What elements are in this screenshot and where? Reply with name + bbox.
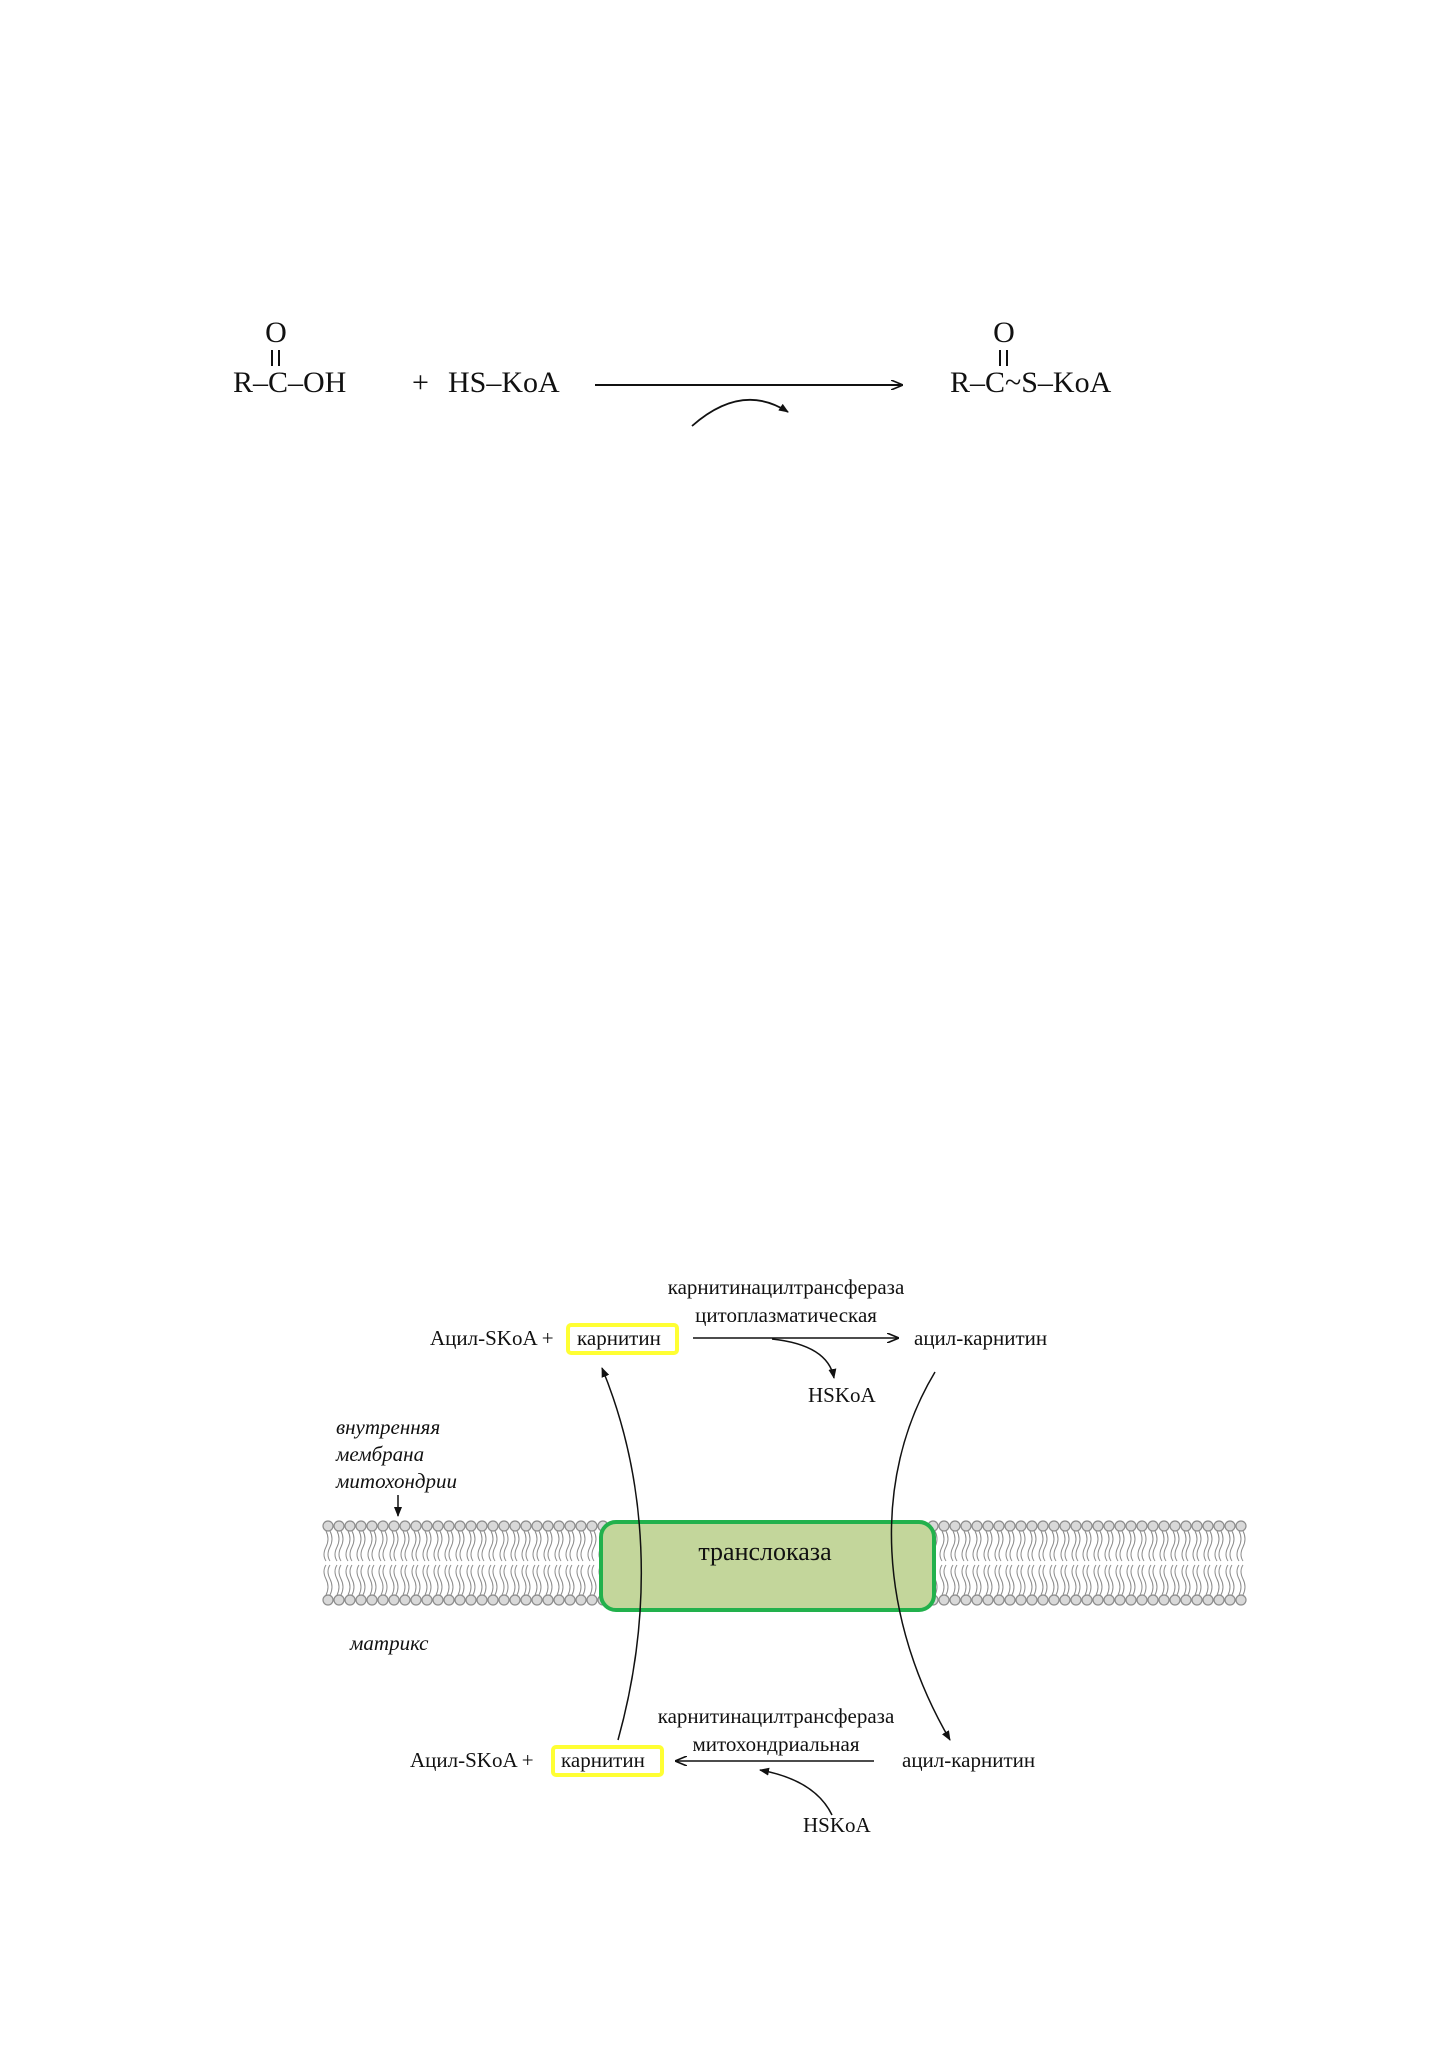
lipid-head [1093, 1595, 1103, 1605]
top-hskoa-arrow [772, 1339, 834, 1378]
lipid-head [576, 1521, 586, 1531]
lipid-head [1060, 1521, 1070, 1531]
lipid-tail [423, 1531, 431, 1595]
lipid-tail [1017, 1531, 1025, 1595]
lipid-head [1104, 1521, 1114, 1531]
lipid-head [543, 1595, 553, 1605]
lipid-head [1181, 1595, 1191, 1605]
matrix-label: матрикс [350, 1631, 429, 1655]
lipid-head [1115, 1521, 1125, 1531]
top-carnitine: карнитин [577, 1326, 661, 1350]
membrane-label-1: внутренняя [336, 1415, 441, 1439]
lipid-tail [412, 1531, 420, 1595]
lipid-head [477, 1521, 487, 1531]
lipid-head [356, 1595, 366, 1605]
lipid-head [1203, 1595, 1213, 1605]
lipid-tail [973, 1531, 981, 1595]
lipid-tail [951, 1531, 959, 1595]
lipid-tail [467, 1531, 475, 1595]
lipid-head [1082, 1521, 1092, 1531]
lipid-head [994, 1521, 1004, 1531]
lipid-head [983, 1595, 993, 1605]
lipid-tail [1061, 1531, 1069, 1595]
lipid-tail [1193, 1531, 1201, 1595]
lipid-head [367, 1521, 377, 1531]
lipid-head [1126, 1595, 1136, 1605]
top-hskoa: HSKoA [808, 1383, 876, 1407]
lipid-tail [500, 1531, 508, 1595]
lipid-head [939, 1595, 949, 1605]
lipid-head [1225, 1521, 1235, 1531]
lipid-head [488, 1521, 498, 1531]
top-acyl-coa: Ацил-SKoA + [430, 1326, 554, 1350]
lipid-head [323, 1595, 333, 1605]
lipid-head [444, 1521, 454, 1531]
lipid-head [323, 1521, 333, 1531]
lipid-head [1016, 1521, 1026, 1531]
lipid-head [334, 1521, 344, 1531]
lipid-head [1104, 1595, 1114, 1605]
lipid-head [1203, 1521, 1213, 1531]
lipid-tail [533, 1531, 541, 1595]
bottom-hskoa-arrow [760, 1770, 832, 1815]
lipid-head [521, 1521, 531, 1531]
top-enzyme-line1: карнитинацилтрансфераза [667, 1275, 905, 1299]
top-enzyme-line2: цитоплазматическая [695, 1303, 877, 1327]
lipid-head [1148, 1595, 1158, 1605]
lipid-head [961, 1521, 971, 1531]
lipid-tail [1160, 1531, 1168, 1595]
lipid-head [1071, 1595, 1081, 1605]
lipid-head [1093, 1521, 1103, 1531]
lipid-head [972, 1521, 982, 1531]
lipid-tail [456, 1531, 464, 1595]
lipid-head [389, 1595, 399, 1605]
lipid-head [433, 1595, 443, 1605]
lipid-head [521, 1595, 531, 1605]
lipid-tail [445, 1531, 453, 1595]
lipid-head [1126, 1521, 1136, 1531]
lipid-tail [1171, 1531, 1179, 1595]
lipid-head [1214, 1595, 1224, 1605]
lipid-head [565, 1521, 575, 1531]
bottom-acyl-carnitine: ацил-карнитин [902, 1748, 1036, 1772]
lipid-head [433, 1521, 443, 1531]
lipid-head [466, 1521, 476, 1531]
lipid-head [1038, 1521, 1048, 1531]
lipid-head [532, 1595, 542, 1605]
lipid-head [1192, 1595, 1202, 1605]
lipid-tail [1138, 1531, 1146, 1595]
coa-formula: HS–KoA [448, 366, 560, 399]
lipid-tail [489, 1531, 497, 1595]
membrane-label-3: митохондрии [336, 1469, 457, 1493]
lipid-head [455, 1595, 465, 1605]
lipid-head [510, 1595, 520, 1605]
lipid-head [499, 1595, 509, 1605]
lipid-tail [1182, 1531, 1190, 1595]
lipid-tail [1149, 1531, 1157, 1595]
lipid-head [499, 1521, 509, 1531]
plus-sign: + [412, 366, 429, 399]
lipid-head [1236, 1521, 1246, 1531]
lipid-head [400, 1521, 410, 1531]
lipid-head [1148, 1521, 1158, 1531]
lipid-head [378, 1595, 388, 1605]
lipid-head [961, 1595, 971, 1605]
lipid-head [554, 1595, 564, 1605]
lipid-head [477, 1595, 487, 1605]
lipid-head [1027, 1595, 1037, 1605]
lipid-tail [357, 1531, 365, 1595]
lipid-tail [379, 1531, 387, 1595]
lipid-head [939, 1521, 949, 1531]
translocase-box [601, 1522, 934, 1610]
lipid-tail [1105, 1531, 1113, 1595]
lipid-tail [1094, 1531, 1102, 1595]
lipid-head [565, 1595, 575, 1605]
membrane-label-2: мембрана [336, 1442, 425, 1466]
acid-oxygen: O [265, 316, 287, 349]
lipid-head [1115, 1595, 1125, 1605]
side-arrow [692, 400, 788, 426]
lipid-head [389, 1521, 399, 1531]
lipid-head [411, 1595, 421, 1605]
lipid-tail [390, 1531, 398, 1595]
lipid-tail [962, 1531, 970, 1595]
lipid-head [1049, 1521, 1059, 1531]
lipid-tail [1039, 1531, 1047, 1595]
lipid-head [576, 1595, 586, 1605]
lipid-head [400, 1595, 410, 1605]
lipid-tail [1215, 1531, 1223, 1595]
lipid-tail [555, 1531, 563, 1595]
lipid-tail [1028, 1531, 1036, 1595]
lipid-head [1236, 1595, 1246, 1605]
lipid-tail [1226, 1531, 1234, 1595]
lipid-tail [434, 1531, 442, 1595]
lipid-head [554, 1521, 564, 1531]
bottom-carnitine: карнитин [561, 1748, 645, 1772]
lipid-head [1005, 1521, 1015, 1531]
lipid-head [422, 1595, 432, 1605]
lipid-head [488, 1595, 498, 1605]
lipid-head [1137, 1521, 1147, 1531]
lipid-tail [511, 1531, 519, 1595]
top-acyl-carnitine: ацил-карнитин [914, 1326, 1048, 1350]
lipid-head [455, 1521, 465, 1531]
lipid-tail [588, 1531, 596, 1595]
lipid-head [983, 1521, 993, 1531]
lipid-head [950, 1595, 960, 1605]
lipid-head [510, 1521, 520, 1531]
lipid-tail [368, 1531, 376, 1595]
lipid-head [345, 1521, 355, 1531]
lipid-tail [1127, 1531, 1135, 1595]
lipid-head [587, 1595, 597, 1605]
lipid-head [1225, 1595, 1235, 1605]
lipid-head [1038, 1595, 1048, 1605]
lipid-head [1170, 1521, 1180, 1531]
lipid-head [1181, 1521, 1191, 1531]
activation-reaction [233, 316, 1112, 426]
lipid-head [1049, 1595, 1059, 1605]
lipid-head [378, 1521, 388, 1531]
lipid-head [532, 1521, 542, 1531]
lipid-tail [324, 1531, 332, 1595]
lipid-head [1027, 1521, 1037, 1531]
lipid-head [345, 1595, 355, 1605]
lipid-head [1060, 1595, 1070, 1605]
lipid-head [1159, 1595, 1169, 1605]
lipid-head [1082, 1595, 1092, 1605]
lipid-tail [1006, 1531, 1014, 1595]
lipid-tail [522, 1531, 530, 1595]
lipid-tail [544, 1531, 552, 1595]
carnitine-shuttle [323, 1275, 1246, 1837]
lipid-tail [984, 1531, 992, 1595]
bottom-hskoa: HSKoA [803, 1813, 871, 1837]
bottom-enzyme-line2: митохондриальная [692, 1732, 860, 1756]
lipid-tail [1237, 1531, 1245, 1595]
acid-formula: R–C–OH [233, 366, 347, 399]
lipid-head [1159, 1521, 1169, 1531]
lipid-head [1214, 1521, 1224, 1531]
translocase-label: транслоказа [698, 1537, 832, 1566]
lipid-head [1005, 1595, 1015, 1605]
bottom-acyl-coa: Ацил-SKoA + [410, 1748, 534, 1772]
lipid-tail [1204, 1531, 1212, 1595]
lipid-head [543, 1521, 553, 1531]
lipid-tail [346, 1531, 354, 1595]
lipid-head [950, 1521, 960, 1531]
lipid-head [444, 1595, 454, 1605]
lipid-head [587, 1521, 597, 1531]
lipid-tail [478, 1531, 486, 1595]
lipid-head [466, 1595, 476, 1605]
lipid-head [1170, 1595, 1180, 1605]
lipid-head [994, 1595, 1004, 1605]
lipid-tail [577, 1531, 585, 1595]
lipid-tail [1083, 1531, 1091, 1595]
lipid-tail [995, 1531, 1003, 1595]
lipid-tail [1050, 1531, 1058, 1595]
lipid-tail [1116, 1531, 1124, 1595]
lipid-tail [335, 1531, 343, 1595]
lipid-tail [1072, 1531, 1080, 1595]
lipid-head [1016, 1595, 1026, 1605]
lipid-head [972, 1595, 982, 1605]
lipid-tail [401, 1531, 409, 1595]
lipid-head [367, 1595, 377, 1605]
product-formula: R–C~S–KoA [950, 366, 1112, 399]
lipid-tail [566, 1531, 574, 1595]
lipid-head [356, 1521, 366, 1531]
bottom-enzyme-line1: карнитинацилтрансфераза [657, 1704, 895, 1728]
lipid-head [411, 1521, 421, 1531]
lipid-tail [940, 1531, 948, 1595]
product-oxygen: O [993, 316, 1015, 349]
lipid-head [422, 1521, 432, 1531]
lipid-head [1192, 1521, 1202, 1531]
lipid-head [1071, 1521, 1081, 1531]
lipid-head [1137, 1595, 1147, 1605]
lipid-head [334, 1595, 344, 1605]
